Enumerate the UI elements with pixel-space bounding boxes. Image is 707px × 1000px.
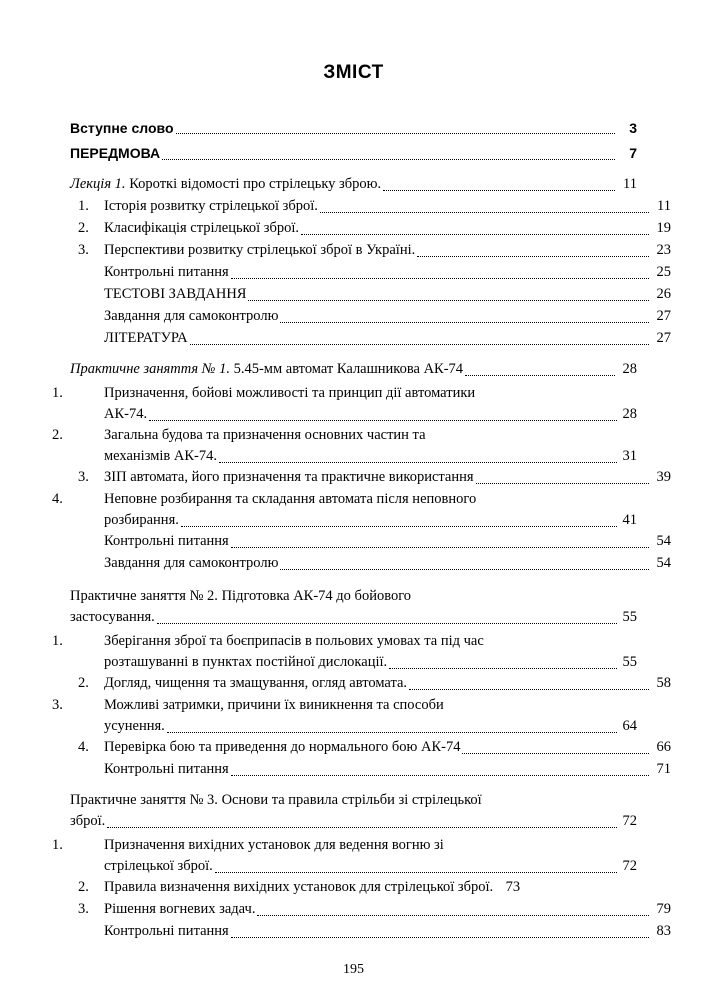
toc-item-1-self-control[interactable] <box>70 306 671 327</box>
dot-leader <box>320 211 649 213</box>
toc-page-number: 11 <box>623 175 637 192</box>
toc-section-number: Практичне заняття № 2. <box>70 587 218 604</box>
item-number: 1. <box>52 837 63 854</box>
item-number: 1. <box>78 197 89 214</box>
toc-label: Призначення, бойові можливості та принцип дії автоматики <box>104 384 476 401</box>
toc-page-number: 23 <box>656 241 671 258</box>
toc-page-number: 3 <box>629 120 637 136</box>
dot-leader <box>190 343 649 345</box>
toc-page-number: 72 <box>622 858 637 875</box>
dot-leader <box>257 914 649 916</box>
toc-section-heading-practical-2[interactable] <box>70 586 637 628</box>
dot-leader <box>219 461 617 463</box>
toc-page-number: 58 <box>656 674 671 691</box>
toc-label-cont: стрілецької зброї. <box>104 858 213 875</box>
item-number: 3. <box>78 468 89 485</box>
toc-item-1-3[interactable] <box>70 240 671 261</box>
toc-section-number: Практичне заняття № 1. <box>70 360 230 377</box>
toc-label: Завдання для самоконтролю <box>104 554 279 571</box>
toc-page-number: 7 <box>629 145 637 162</box>
toc-item-3-4[interactable] <box>70 737 671 758</box>
toc-page-number: 39 <box>656 468 671 485</box>
item-number: 2. <box>78 879 89 896</box>
toc-item-1-literature[interactable] <box>70 328 671 349</box>
toc-item-4-control-questions[interactable] <box>70 921 671 942</box>
toc-label: Можливі затримки, причини їх виникнення та способи <box>104 696 444 713</box>
toc-label: Історія розвитку стрілецької зброї. <box>104 197 318 214</box>
toc-label: Контрольні питання <box>104 263 229 280</box>
toc-page-number: 55 <box>622 653 637 670</box>
item-number: 3. <box>78 901 89 918</box>
item-number: 2. <box>52 426 63 443</box>
toc-label: Загальна будова та призначення основних частин та <box>104 426 426 443</box>
toc-page-number: 66 <box>656 738 671 755</box>
toc-page-number: 54 <box>656 532 671 549</box>
toc-label: Рішення вогневих задач. <box>104 901 256 918</box>
dot-leader <box>162 158 615 160</box>
toc-page-number: 27 <box>656 329 671 346</box>
toc-item-4-2[interactable] <box>70 877 671 898</box>
dot-leader <box>176 132 616 134</box>
dot-leader <box>301 233 649 235</box>
toc-page-number: 19 <box>656 219 671 236</box>
toc-page-number: 28 <box>622 405 637 422</box>
toc-page-number: 54 <box>656 554 671 571</box>
dot-leader <box>465 374 615 376</box>
toc-page-number: 31 <box>622 447 637 464</box>
toc-label: Класифікація стрілецької зброї. <box>104 219 300 236</box>
item-number: 2. <box>78 674 89 691</box>
dot-leader <box>157 622 617 624</box>
toc-label: Контрольні питання <box>104 532 229 549</box>
toc-label: ТЕСТОВІ ЗАВДАННЯ <box>104 285 247 302</box>
toc-page-number: 64 <box>622 717 637 734</box>
dot-leader <box>417 255 649 257</box>
toc-item-1-2[interactable] <box>70 218 671 239</box>
item-number: 1. <box>52 384 63 401</box>
toc-item-2-4[interactable] <box>52 489 637 531</box>
dot-leader <box>280 568 649 570</box>
page-folio: 195 <box>343 962 364 977</box>
toc-label: Зберігання зброї та боєприпасів в польових умовах та під час <box>104 632 484 649</box>
dot-leader <box>181 525 617 527</box>
toc-item-2-1[interactable] <box>52 383 637 425</box>
dot-leader <box>280 321 649 323</box>
toc-section-title: Підготовка АК-74 до бойового <box>217 587 412 604</box>
dot-leader <box>215 871 617 873</box>
toc-label: Неповне розбирання та складання автомата після неповного <box>104 490 477 507</box>
toc-page-number: 25 <box>656 263 671 280</box>
toc-entry-front-1[interactable] <box>70 143 637 163</box>
toc-item-2-3[interactable] <box>70 467 671 488</box>
toc-item-1-1[interactable] <box>70 196 671 217</box>
toc-label-cont: розташуванні в пунктах постійної дислокації. <box>104 653 388 670</box>
dot-leader <box>149 419 617 421</box>
dot-leader <box>248 299 649 301</box>
item-number: 3. <box>78 241 89 258</box>
dot-leader <box>107 826 617 828</box>
toc-section-heading-practical-3[interactable] <box>70 790 637 832</box>
item-number: 4. <box>52 490 63 507</box>
toc-item-2-self-control[interactable] <box>70 553 671 574</box>
dot-leader <box>231 774 649 776</box>
toc-label: Перспективи розвитку стрілецької зброї в Україні. <box>104 241 416 258</box>
toc-label: ЗІП автомата, його призначення та практичне використання <box>104 468 474 485</box>
dot-leader <box>409 688 649 690</box>
toc-entry-front-0[interactable] <box>70 118 637 138</box>
toc-item-3-1[interactable] <box>52 631 637 673</box>
item-number: 3. <box>52 696 63 713</box>
toc-page-number: 71 <box>656 761 671 777</box>
toc-label: Завдання для самоконтролю <box>104 307 279 324</box>
toc-page-number: 11 <box>657 197 671 214</box>
toc-item-3-3[interactable] <box>52 695 637 737</box>
table-of-contents <box>52 118 671 942</box>
toc-label-cont: розбирання. <box>104 511 179 528</box>
toc-page-number: 28 <box>622 360 637 377</box>
dot-leader <box>231 936 649 938</box>
toc-label-cont: АК-74. <box>104 405 148 422</box>
dot-leader <box>231 277 649 279</box>
toc-item-2-control-questions[interactable] <box>70 531 671 552</box>
toc-label: ПЕРЕДМОВА <box>70 145 161 162</box>
toc-section-heading-practical-1[interactable] <box>70 359 637 380</box>
toc-label: ЛІТЕРАТУРА <box>104 329 188 346</box>
toc-page-number: 26 <box>656 285 671 302</box>
toc-label: Правила визначення вихідних установок для стрілецької зброї. <box>104 879 494 896</box>
dot-leader <box>167 731 617 733</box>
toc-page-number: 79 <box>656 901 671 918</box>
toc-page-number: 72 <box>622 813 637 830</box>
toc-item-3-control-questions[interactable] <box>70 759 671 780</box>
toc-label-cont: механізмів АК-74. <box>104 447 217 464</box>
toc-label: Призначення вихідних установок для ведення вогню зі <box>104 837 444 854</box>
toc-label-cont: усунення. <box>104 717 165 734</box>
toc-item-1-control-questions[interactable] <box>70 262 671 283</box>
toc-item-4-1[interactable] <box>52 835 637 877</box>
toc-item-3-2[interactable] <box>70 673 671 694</box>
toc-item-4-3[interactable] <box>70 899 671 920</box>
toc-page-number: 55 <box>622 608 637 625</box>
toc-section-title: Короткі відомості про стрілецьку зброю. <box>125 175 382 192</box>
toc-page-number: 27 <box>656 307 671 324</box>
toc-label: Контрольні питання <box>104 923 229 940</box>
toc-label: Вступне слово <box>70 120 174 136</box>
item-number: 2. <box>78 219 89 236</box>
item-number: 4. <box>78 738 89 755</box>
dot-leader <box>495 893 498 894</box>
toc-item-2-2[interactable] <box>52 425 637 467</box>
dot-leader <box>476 482 649 484</box>
toc-section-title: Основи та правила стрільби зі стрілецької <box>217 792 482 809</box>
toc-label: Догляд, чищення та змащування, огляд автомата. <box>104 674 408 691</box>
dot-leader <box>383 189 615 191</box>
dot-leader <box>462 752 649 754</box>
toc-item-1-test-tasks[interactable] <box>70 284 671 305</box>
toc-page-number: 41 <box>622 511 637 528</box>
toc-section-title-cont: застосування. <box>70 608 155 625</box>
toc-section-title-cont: зброї. <box>70 813 106 830</box>
toc-section-title: 5.45-мм автомат Калашникова АК-74 <box>229 360 464 377</box>
page-title: ЗМІСТ <box>323 62 384 83</box>
item-number: 1. <box>52 632 63 649</box>
toc-section-number: Практичне заняття № 3. <box>70 792 218 809</box>
dot-leader <box>389 667 617 669</box>
toc-page-number: 83 <box>656 923 671 940</box>
toc-page-number: 73 <box>505 879 521 896</box>
toc-section-number: Лекція 1. <box>70 175 126 192</box>
toc-label: Перевірка бою та приведення до нормального бою АК-74 <box>104 738 461 755</box>
toc-section-heading-lecture-1[interactable] <box>70 174 637 195</box>
dot-leader <box>231 546 649 548</box>
toc-label: Контрольні питання <box>104 761 229 777</box>
